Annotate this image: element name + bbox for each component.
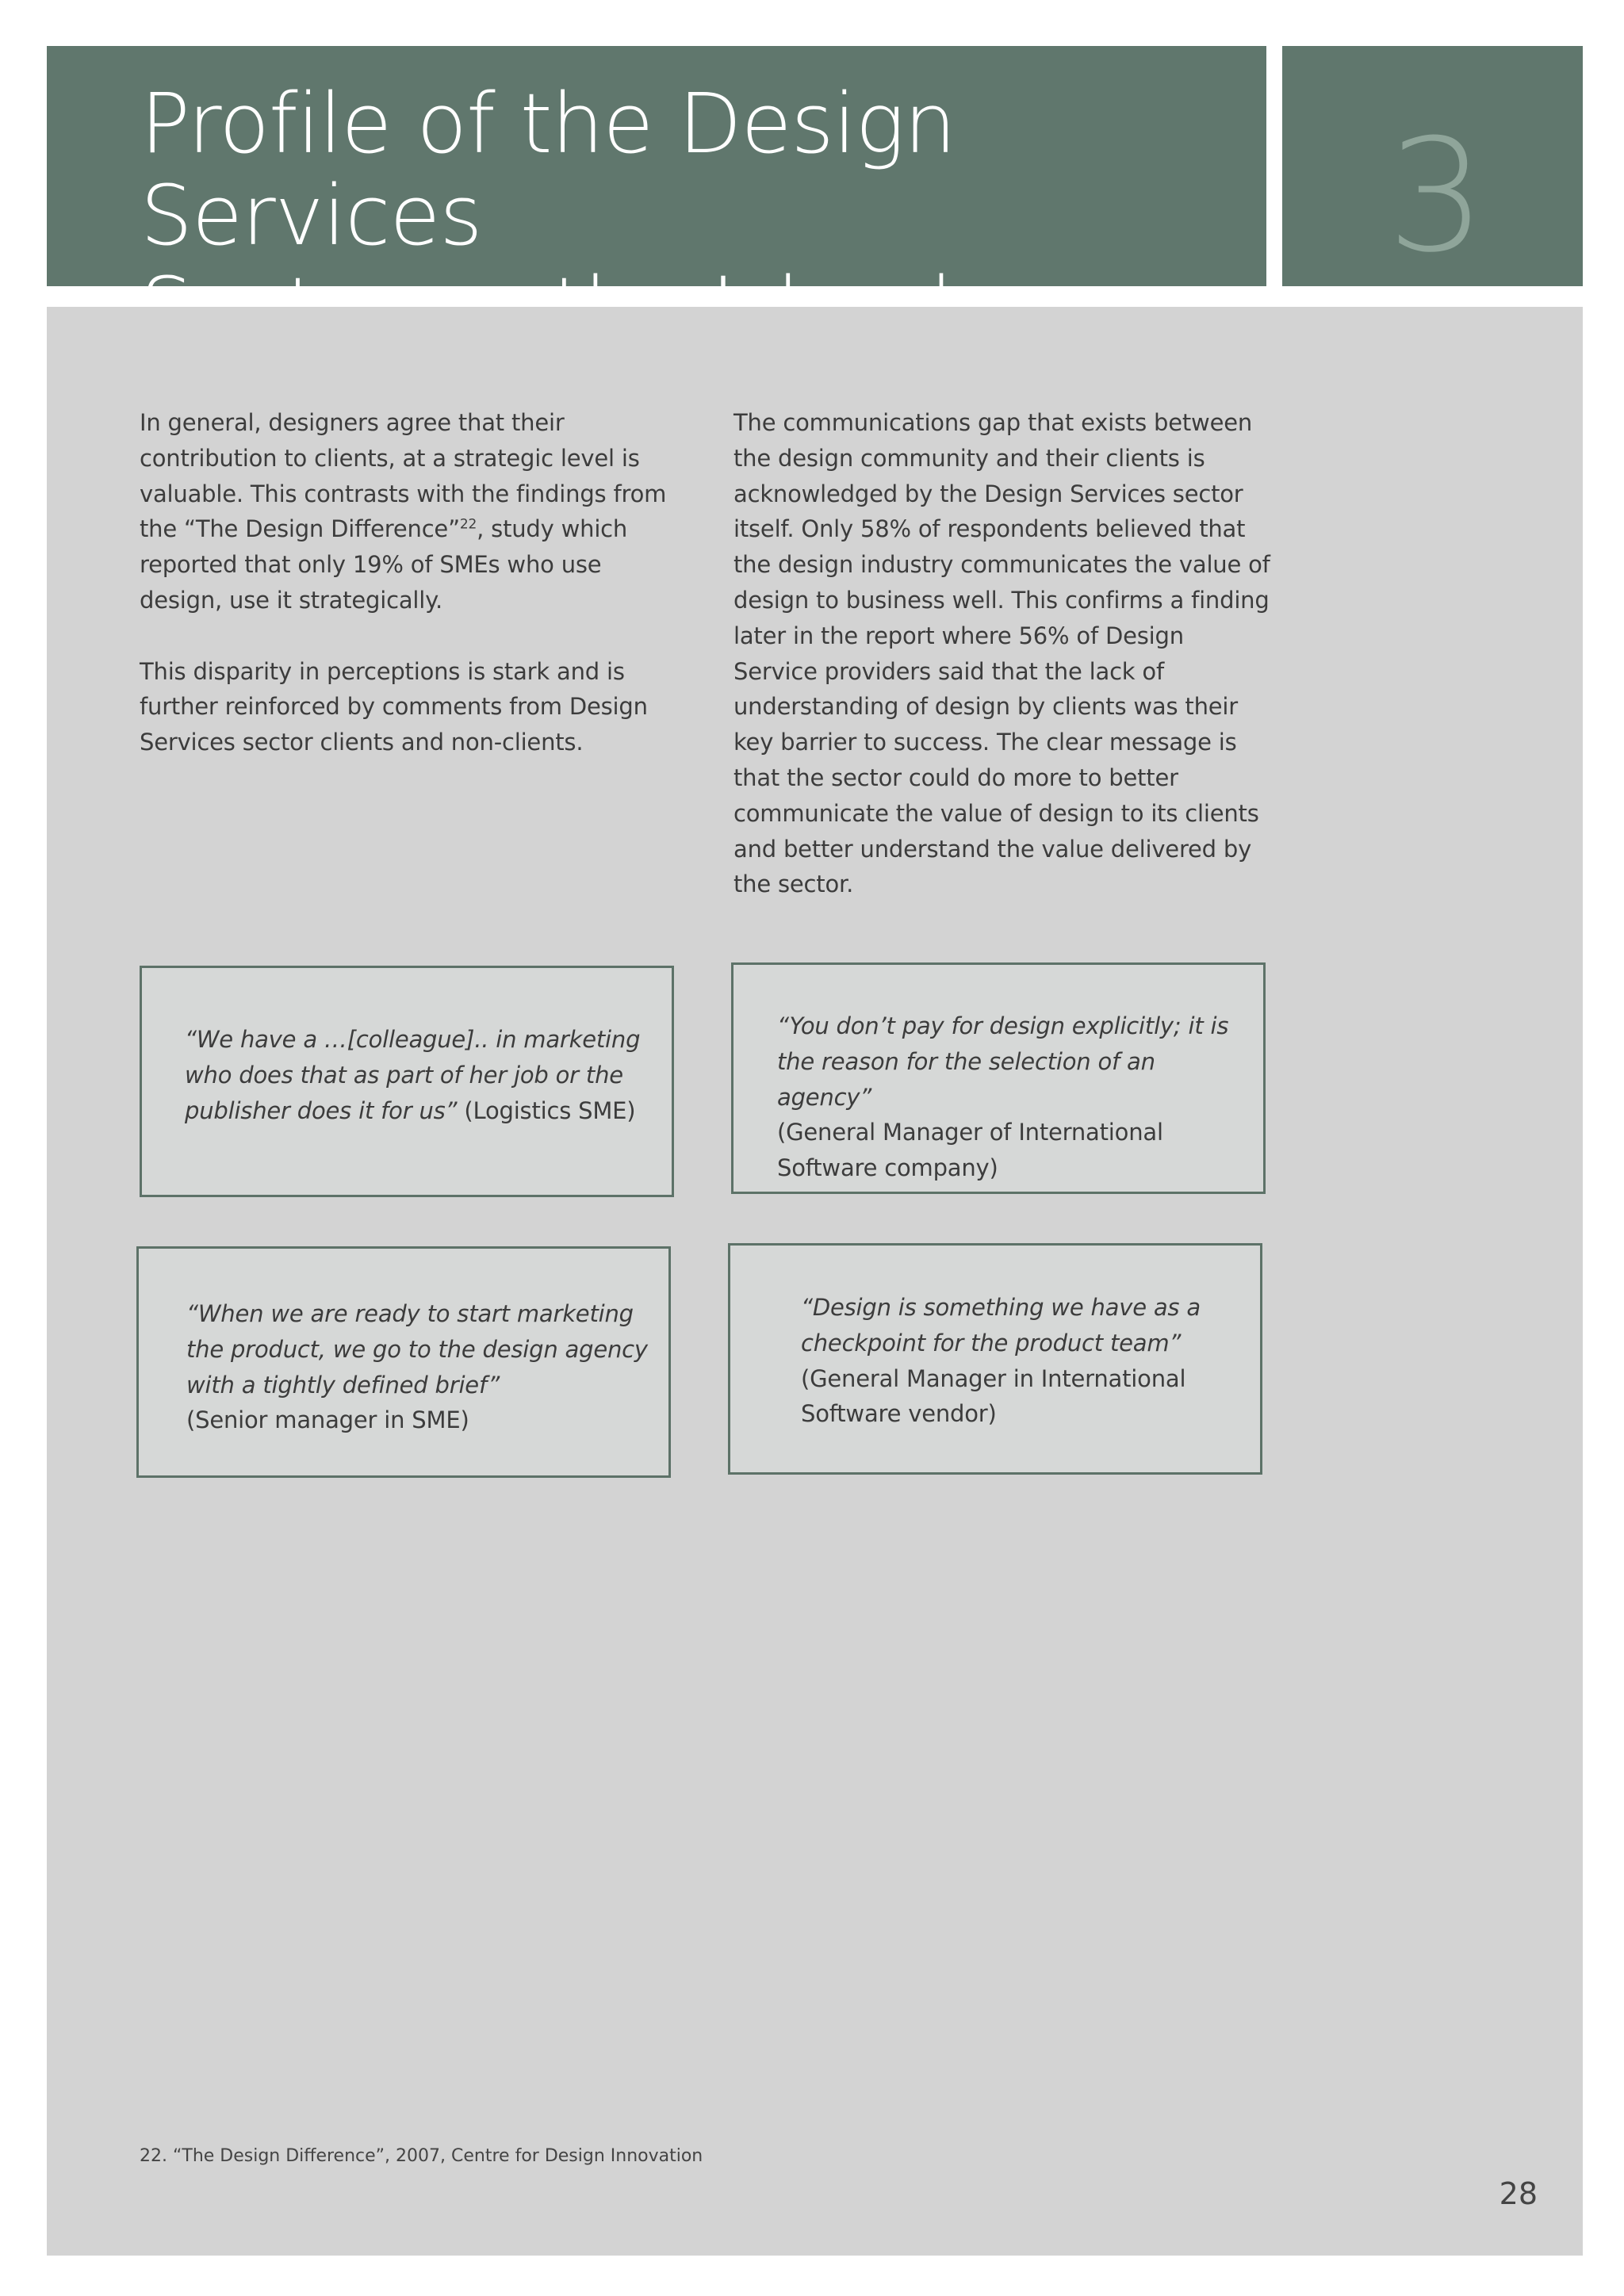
- page-number: 28: [1499, 2176, 1538, 2211]
- right-paragraph-1: The communications gap that exists between the design community and their clients is acknowledged by the Design Services sector itself. Only 58% of respondents believed that the design industry communicates the value of design to business well. This confirms a finding later in the report where 56% of Design Service providers said that the lack of understanding of design by clients was their key barrier to success. The clear message is that the sector could do more to better communicate the value of design to its clients and better understand the value delivered by the sector.: [733, 409, 1270, 898]
- quote-box-4: [728, 1243, 1262, 1475]
- chapter-number: 3: [1387, 106, 1486, 287]
- left-paragraph-1-text: In general, designers agree that their contribution to clients, at a strategic level is valuable. This contrasts with the findings from the “The Design Difference”: [140, 409, 667, 543]
- chapter-title-banner: [47, 46, 1266, 286]
- quote-text: “We have a …[colleague].. in marketing who does that as part of her job or the publisher does it for us”: [185, 1026, 641, 1124]
- quote-attribution: (Senior manager in SME): [186, 1406, 469, 1434]
- left-paragraph-2: This disparity in perceptions is stark and is further reinforced by comments from Design Services sector clients and non-clients.: [140, 657, 648, 756]
- left-paragraph-1-text-cont: , study which reported that only 19% of SMEs who use design, use it strategically.: [140, 515, 628, 614]
- left-paragraph-1: [140, 405, 687, 618]
- quote-attribution: (General Manager of International Software company): [777, 1119, 1163, 1182]
- quote-box-3: [136, 1246, 671, 1478]
- quote-text: “When we are ready to start marketing the product, we go to the design agency with a tightly defined brief”: [186, 1300, 648, 1399]
- chapter-number-box: [1282, 46, 1583, 286]
- footnote-reference: 22: [459, 516, 477, 533]
- footnote: 22. “The Design Difference”, 2007, Centre for Design Innovation: [140, 2146, 703, 2166]
- quote-text: “Design is something we have as a checkpoint for the product team”: [801, 1294, 1201, 1357]
- right-column: [733, 405, 1273, 938]
- page-title-line-1: Profile of the Design Services: [140, 75, 956, 264]
- left-column: [140, 405, 687, 796]
- quote-box-2: [731, 962, 1266, 1194]
- quote-attribution: (Logistics SME): [457, 1096, 636, 1124]
- quote-box-1: [140, 966, 674, 1197]
- quote-text: “You don’t pay for design explicitly; it is the reason for the selection of an agency”: [777, 1012, 1229, 1111]
- quote-attribution: (General Manager in International Software vendor): [801, 1364, 1186, 1428]
